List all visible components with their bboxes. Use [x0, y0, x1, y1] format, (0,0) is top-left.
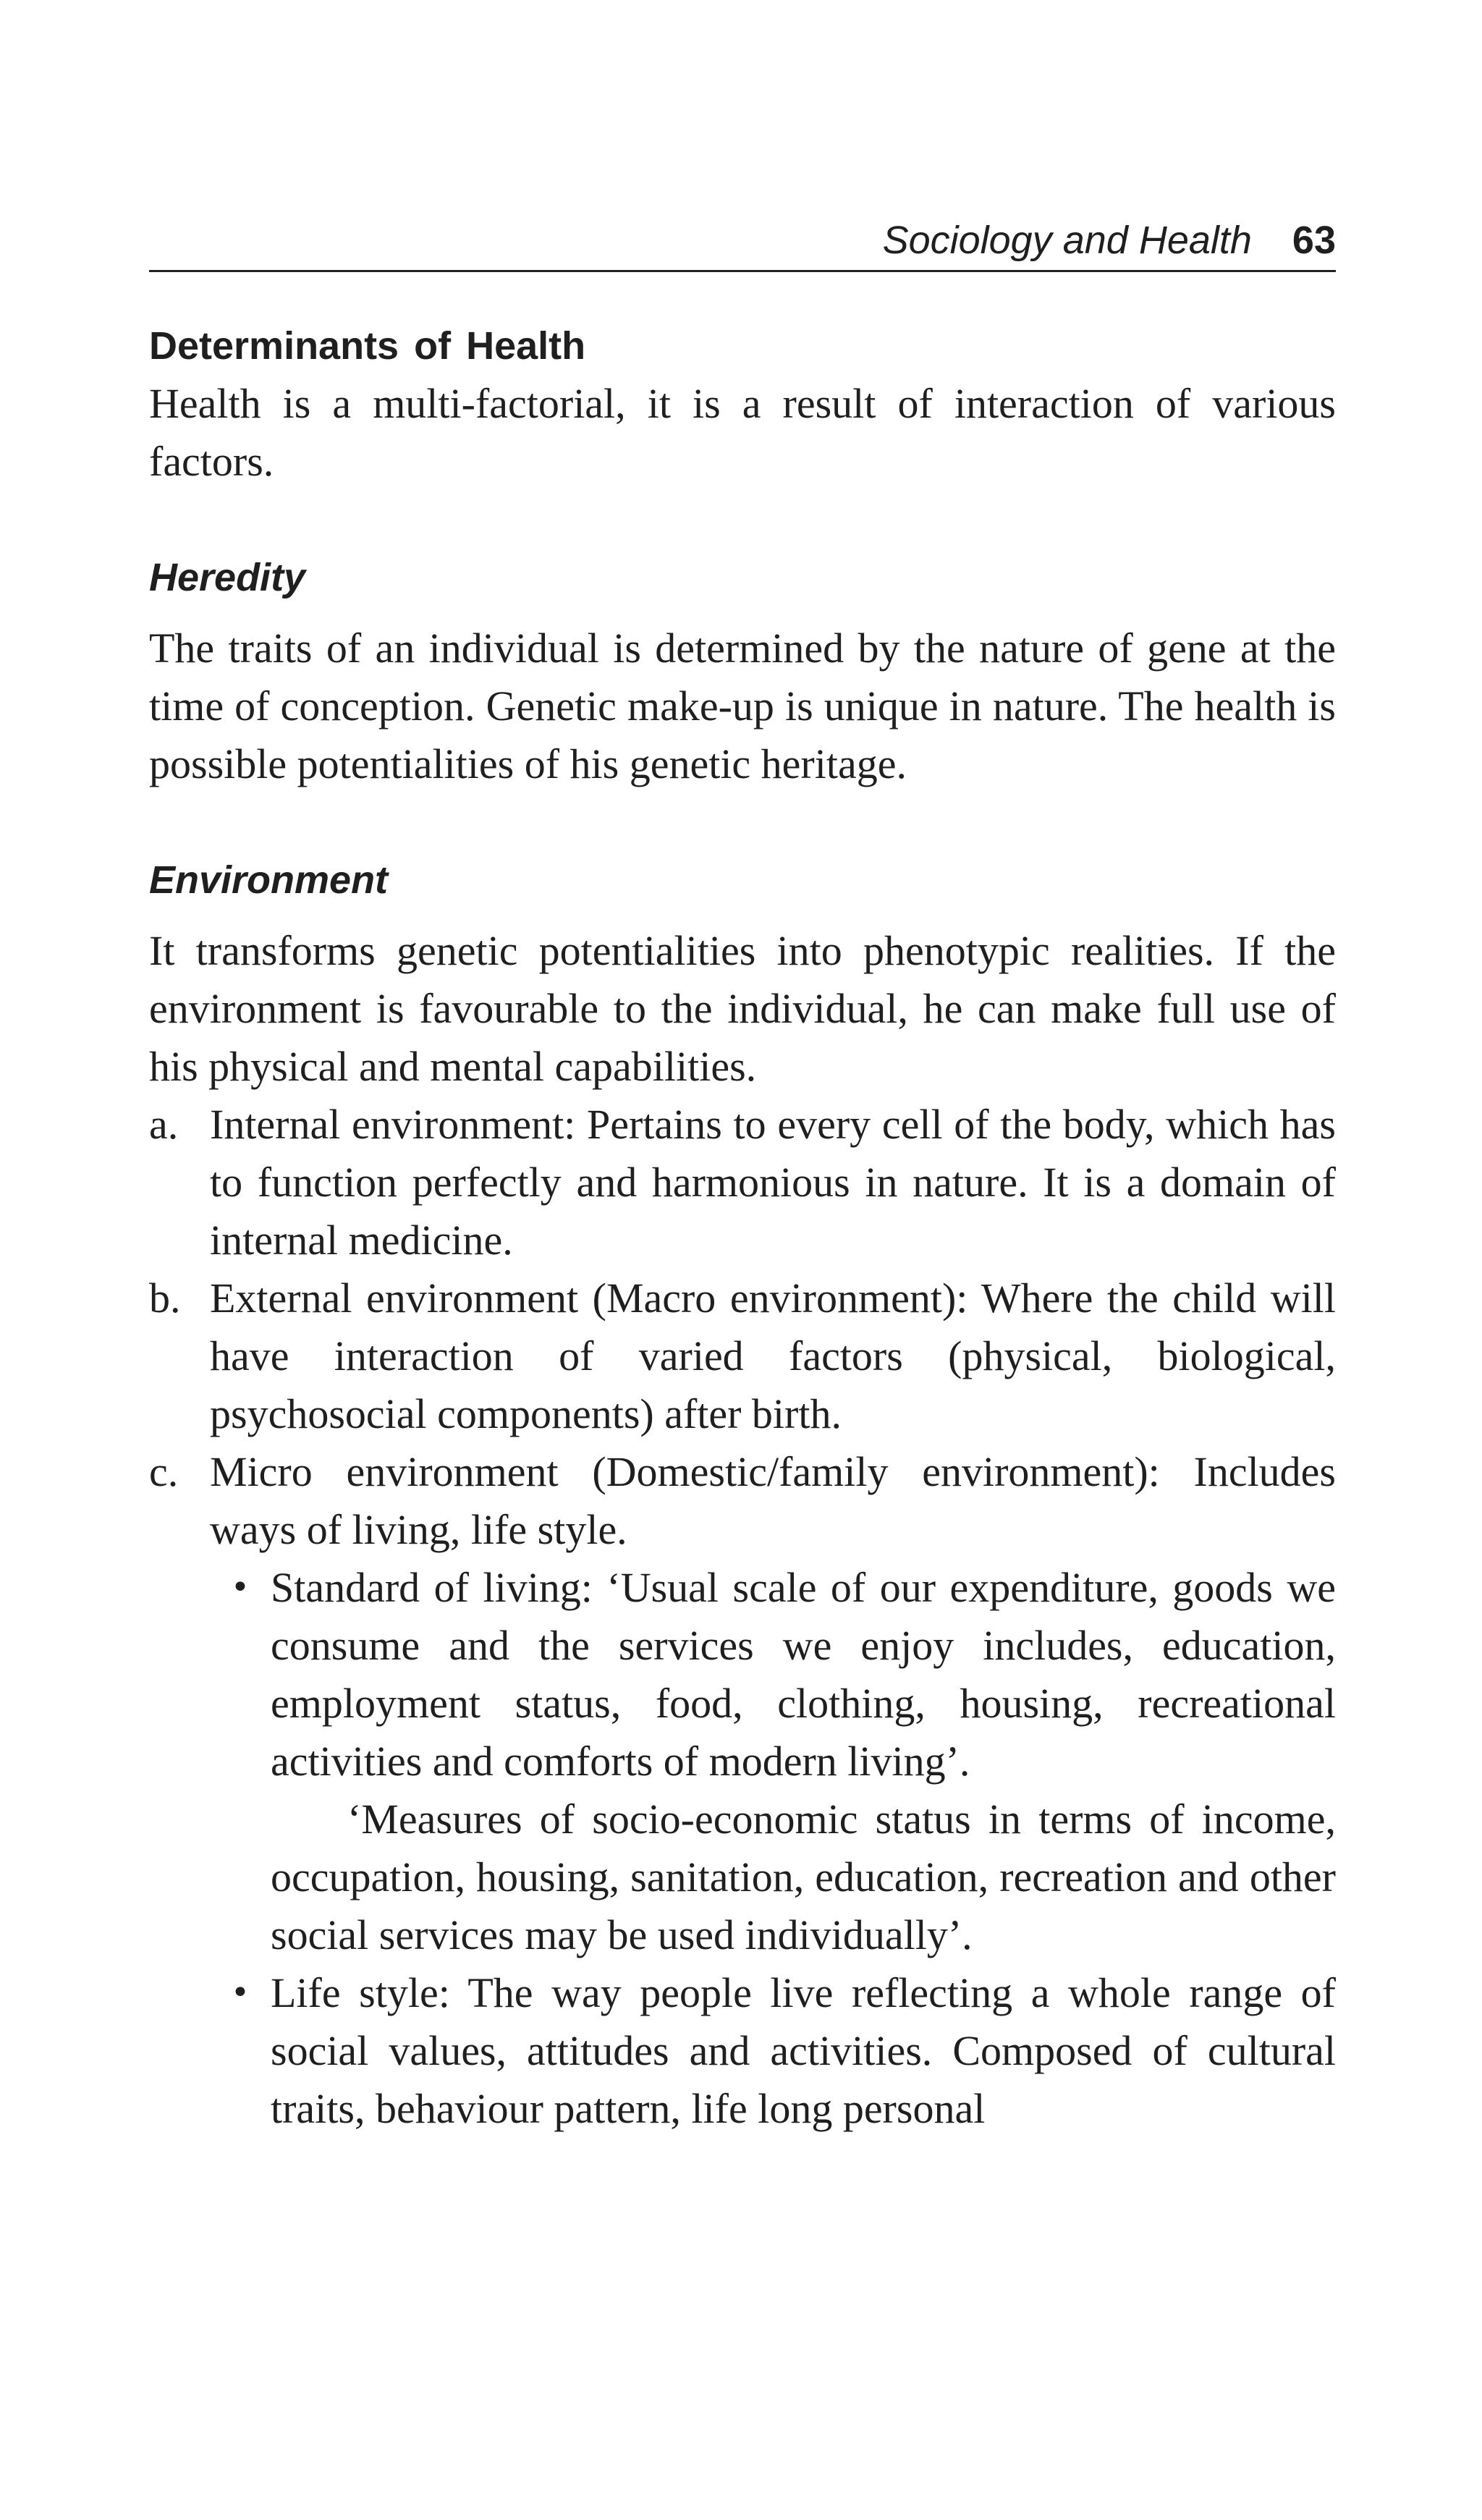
heredity-heading: Heredity: [149, 556, 306, 599]
section-intro-paragraph: Health is a multi-factorial, it is a result of interaction of various factors.: [149, 380, 1336, 485]
environment-type-list: [149, 1096, 1336, 2138]
list-marker: a.: [149, 1101, 179, 1148]
list-item: [149, 1443, 1336, 2138]
bullet-icon: •: [231, 1974, 250, 2011]
page-body: [149, 317, 1336, 2138]
list-item-text: External environment (Macro environment): Where the child will have interaction of varied factors (physical, biological, psychosocial components) after birth.: [210, 1274, 1336, 1437]
section-heading: Determinants of Health: [149, 324, 586, 368]
running-header-title: Sociology and Health: [882, 219, 1252, 262]
environment-paragraph: It transforms genetic potentialities into phenotypic realities. If the environment is favourable to the individual, he can make full use of his physical and mental capabilities.: [149, 927, 1336, 1090]
list-item: [149, 1269, 1336, 1443]
list-item-text: Micro environment (Domestic/family environment): Includes ways of living, life style.: [210, 1448, 1336, 1553]
list-item-text: Internal environment: Pertains to every cell of the body, which has to function perfectly and harmonious in nature. It is a domain of internal medicine.: [210, 1101, 1336, 1264]
bullet-icon: •: [231, 1569, 250, 1606]
list-item: [149, 1096, 1336, 1269]
micro-environment-bullet-list: [210, 1559, 1336, 2138]
page-number: 63: [1292, 219, 1336, 262]
bullet-item-continuation: ‘Measures of socio-economic status in terms of income, occupation, housing, sanitation, education, recreation and other social services may be used individually’.: [271, 1796, 1336, 1958]
bullet-item-text: Life style: The way people live reflecting a whole range of social values, attitudes and activities. Composed of cultural traits, behaviour pattern, life long personal: [271, 1969, 1336, 2132]
bullet-item: [210, 1964, 1336, 2138]
heredity-paragraph: The traits of an individual is determined by the nature of gene at the time of conception. Genetic make-up is unique in nature. The health is possible potentialities of his genetic heritage.: [149, 625, 1336, 787]
header-rule: [149, 270, 1336, 272]
environment-heading: Environment: [149, 858, 389, 902]
bullet-item: [210, 1559, 1336, 1964]
list-marker: c.: [149, 1448, 179, 1495]
list-marker: b.: [149, 1274, 181, 1322]
bullet-item-text: Standard of living: ‘Usual scale of our expenditure, goods we consume and the services we enjoy includes, education, employment status, food, clothing, housing, recreational activities and comforts of modern living’.: [271, 1564, 1336, 1785]
running-header: [149, 213, 1336, 268]
